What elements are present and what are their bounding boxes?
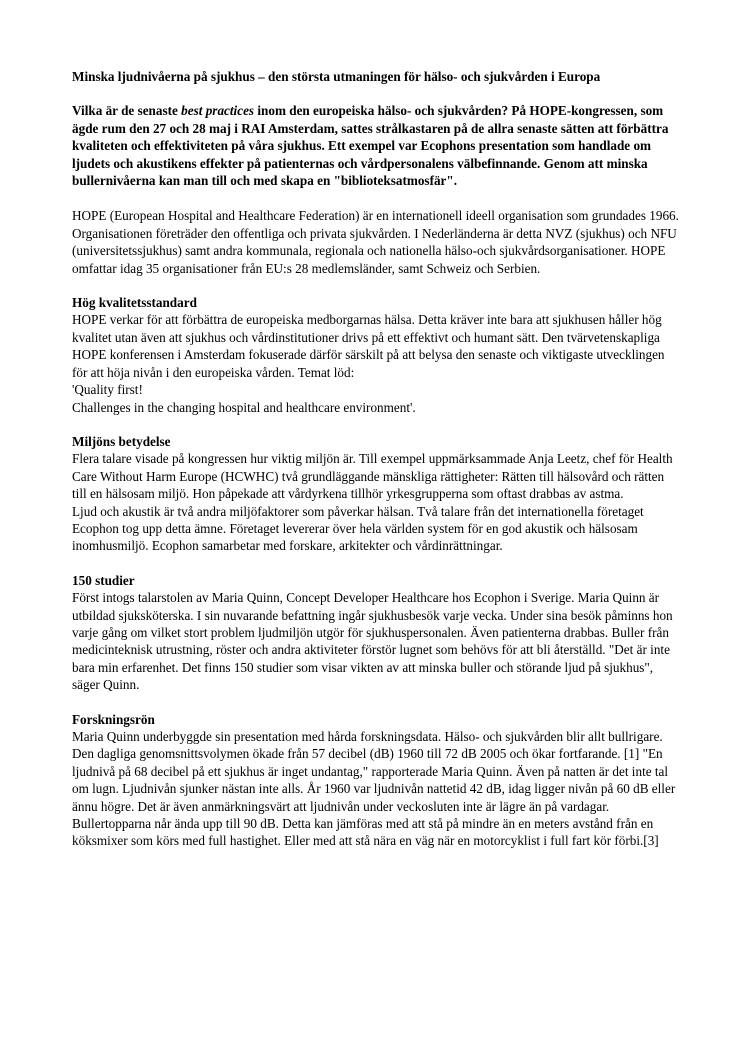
intro-paragraph: HOPE (European Hospital and Healthcare Federation) är en internationell ideell organisation som grundades 1966. Organisationen företräder den offentliga och privata sjukvården. I Nederländerna är detta NVZ (sjukhus) och NFU (universitetssjukhus) samt andra kommunala, regionala och nationella hälso-och sjukvårdsorganisationer. HOPE omfattar idag 35 organisationer från EU:s 28 medlemsländer, samt Schweiz och Serbien. (72, 208, 679, 276)
section-studies (72, 572, 682, 694)
document-page (72, 68, 682, 867)
lead-part-2: inom den europeiska hälso- och sjukvården? På HOPE-kongressen, som ägde rum den 27 och 28 maj i RAI Amsterdam, sattes strålkastaren på de allra senaste sätten att förbättra kvaliteten och effektiviteten på våra sjukhus. Ett exempel var Ecophons presentation som handlade om ljudets och akustikens effekter på patienternas och vårdpersonalens välbefinnande. Genom att minska bullernivåerna kan man till och med skapa en "biblioteksatmosfär". (72, 103, 669, 189)
section-body: HOPE verkar för att förbättra de europeiska medborgarnas hälsa. Detta kräver inte bara att sjukhusen håller hög kvalitet utan även att sjukhus och vårdinstitutioner drivs på ett effektivt och humant sätt. Den tvärvetenskapliga HOPE konferensen i Amsterdam fokuserade därför särskilt på att belysa den senaste och viktigaste utvecklingen för att höja nivån i den europeiska vården. Temat löd: (72, 312, 665, 380)
section-heading: Hög kvalitetsstandard (72, 295, 197, 311)
section-heading: Miljöns betydelse (72, 433, 171, 449)
section-research (72, 711, 682, 850)
lead-part-1: Vilka är de senaste (72, 103, 182, 119)
section-quality (72, 294, 682, 416)
section-environment (72, 433, 682, 555)
section-heading: Forskningsrön (72, 711, 155, 727)
lead-emphasis: best practices (181, 103, 255, 119)
section-body: Maria Quinn underbyggde sin presentation med hårda forskningsdata. Hälso- och sjukvården blir allt bullrigare. Den dagliga genomsnittsvolymen ökade från 57 decibel (dB) 1960 till 72 dB 2005 och ökar fortfarande. [1] "En ljudnivå på 68 decibel på ett sjukhus är inget undantag," rapporterade Maria Quinn. Även på natten är det inte tal om lugn. Ljudnivån sjunker nästan inte alls. År 1960 var ljudnivån nattetid 42 dB, idag ligger nivån på 60 dB eller ännu högre. Det är även anmärkningsvärt att ljudnivån under veckosluten inte är lägre än på vardagar. Bullertopparna når ända upp till 90 dB. Detta kan jämföras med att stå på mindre än en meters avstånd från en köksmixer som körs med full hastighet. Eller med att stå nära en väg när en motorcyklist i full fart kör förbi.[3] (72, 729, 676, 849)
section-body: Först intogs talarstolen av Maria Quinn, Concept Developer Healthcare hos Ecophon i Sverige. Maria Quinn är utbildad sjuksköterska. I sin nuvarande befattning ingår sjukhusbesök varje vecka. Under sina besök påminns hon varje gång om vilket stort problem ljudmiljön utgör för sjukhuspersonalen. Även patienterna drabbas. Buller från medicinteknisk utrustning, röster och andra aktiviteter förstör lugnet som behövs för att bli återställd. "Det är inte bara min erfarenhet. Det finns 150 studier som visar vikten av att minska buller och störande ljud på sjukhus", säger Quinn. (72, 590, 673, 693)
quote-line-2: Challenges in the changing hospital and healthcare environment'. (72, 399, 416, 415)
quote-line-1: 'Quality first! (72, 382, 143, 398)
section-body: Flera talare visade på kongressen hur viktig miljön är. Till exempel uppmärksammade Anja Leetz, chef för Health Care Without Harm Europe (HCWHC) två grundläggande mänskliga rättigheter: Rätten till hälsovård och rätten till en hälsosam miljö. Hon påpekade att vårdyrkena tillhör yrkesgrupperna som oftast drabbas av astma. (72, 451, 673, 502)
document-title: Minska ljudnivåerna på sjukhus – den största utmaningen för hälso- och sjukvården i Europa (72, 69, 601, 84)
section-body-2: Ljud och akustik är två andra miljöfaktorer som påverkar hälsan. Två talare från det internationella företaget Ecophon tog upp detta ämne. Företaget levererar över hela världen system för en god akustik och hälsosam inomhusmiljö. Ecophon samarbetar med forskare, arkitekter och vårdinrättningar. (72, 503, 644, 554)
section-heading: 150 studier (72, 572, 135, 588)
lead-paragraph (72, 102, 682, 189)
